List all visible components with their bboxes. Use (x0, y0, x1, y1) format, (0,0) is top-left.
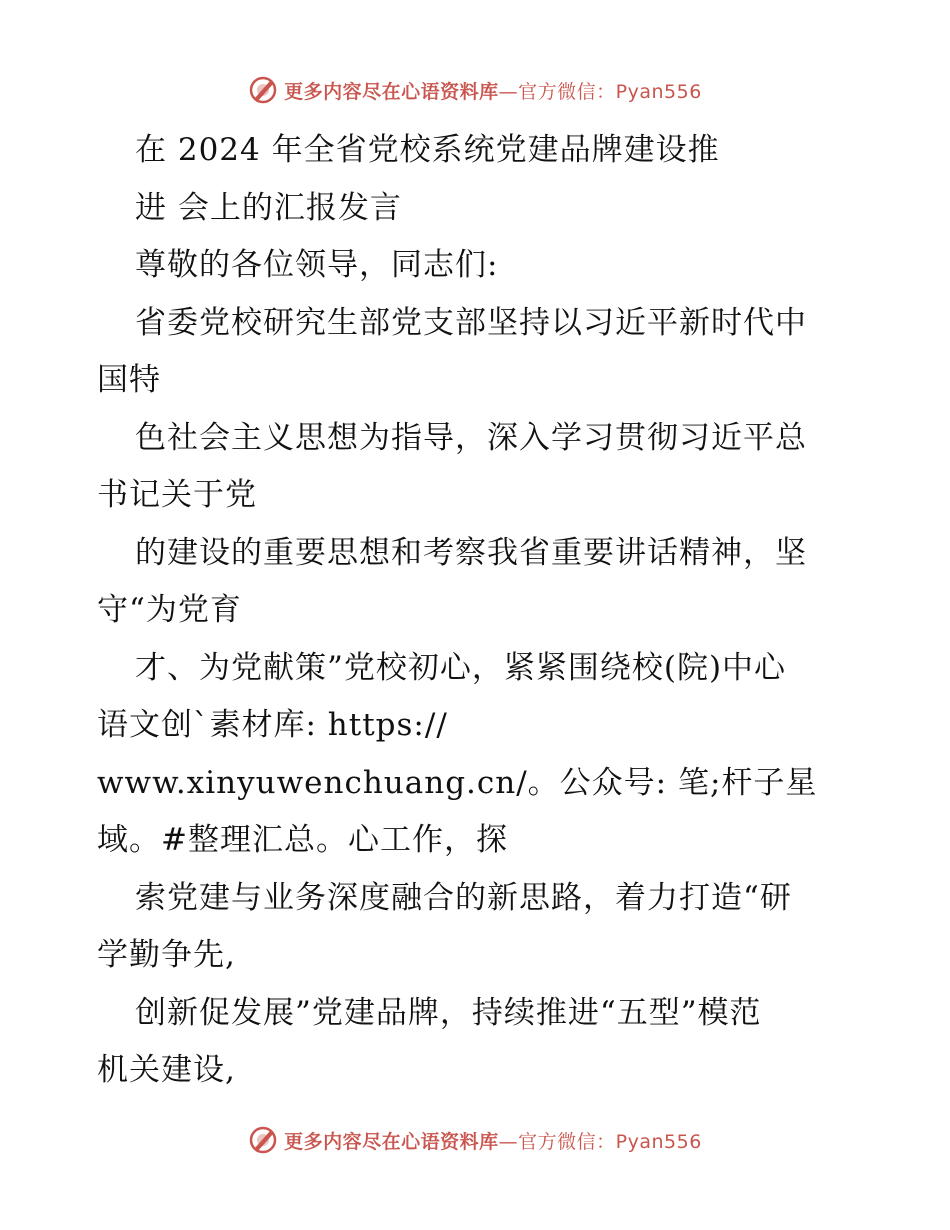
document-line: 进 会上的汇报发言 (135, 189, 402, 226)
document-line: 语文创`素材库: https:// (97, 707, 448, 743)
document-line: 守“为党育 (97, 592, 242, 628)
document-line: 机关建设, (97, 1052, 236, 1088)
footer-watermark-banner (0, 1120, 950, 1160)
banner-dash: — (498, 1130, 519, 1153)
document-line: 国特 (97, 362, 161, 398)
document-line: 色社会主义思想为指导，深入学习贯彻习近平总 (135, 419, 807, 456)
document-line: 书记关于党 (97, 477, 257, 513)
document-line: 创新促发展”党建品牌，持续推进“五型”模范 (135, 994, 762, 1031)
document-body (97, 122, 857, 1100)
document-line: 才、为党献策”党校初心，紧紧围绕校(院)中心 (135, 649, 787, 686)
document-line: 省委党校研究生部党支部坚持以习近平新时代中 (135, 304, 807, 341)
header-watermark-banner (0, 70, 950, 110)
document-line: www.xinyuwenchuang.cn/。公众号: 笔;杆子星 (97, 764, 818, 801)
pen-circle-icon (248, 75, 278, 105)
banner-wechat-text: 官方微信：Pyan556 (518, 1130, 702, 1153)
document-line: 域。#整理汇总。心工作，探 (97, 822, 508, 858)
document-line: 在 2024 年全省党校系统党建品牌建设推 (135, 132, 720, 168)
banner-wechat-text: 官方微信：Pyan556 (518, 80, 702, 103)
document-line: 尊敬的各位领导，同志们: (135, 247, 499, 283)
banner-dash: — (498, 80, 519, 103)
banner-main-text: 更多内容尽在心语资料库 (284, 80, 499, 103)
banner-main-text: 更多内容尽在心语资料库 (284, 1130, 499, 1153)
pen-circle-icon (248, 1125, 278, 1155)
document-line: 索党建与业务深度融合的新思路，着力打造“研 (135, 879, 792, 916)
document-line: 的建设的重要思想和考察我省重要讲话精神，坚 (135, 534, 807, 571)
document-line: 学勤争先, (97, 937, 236, 973)
